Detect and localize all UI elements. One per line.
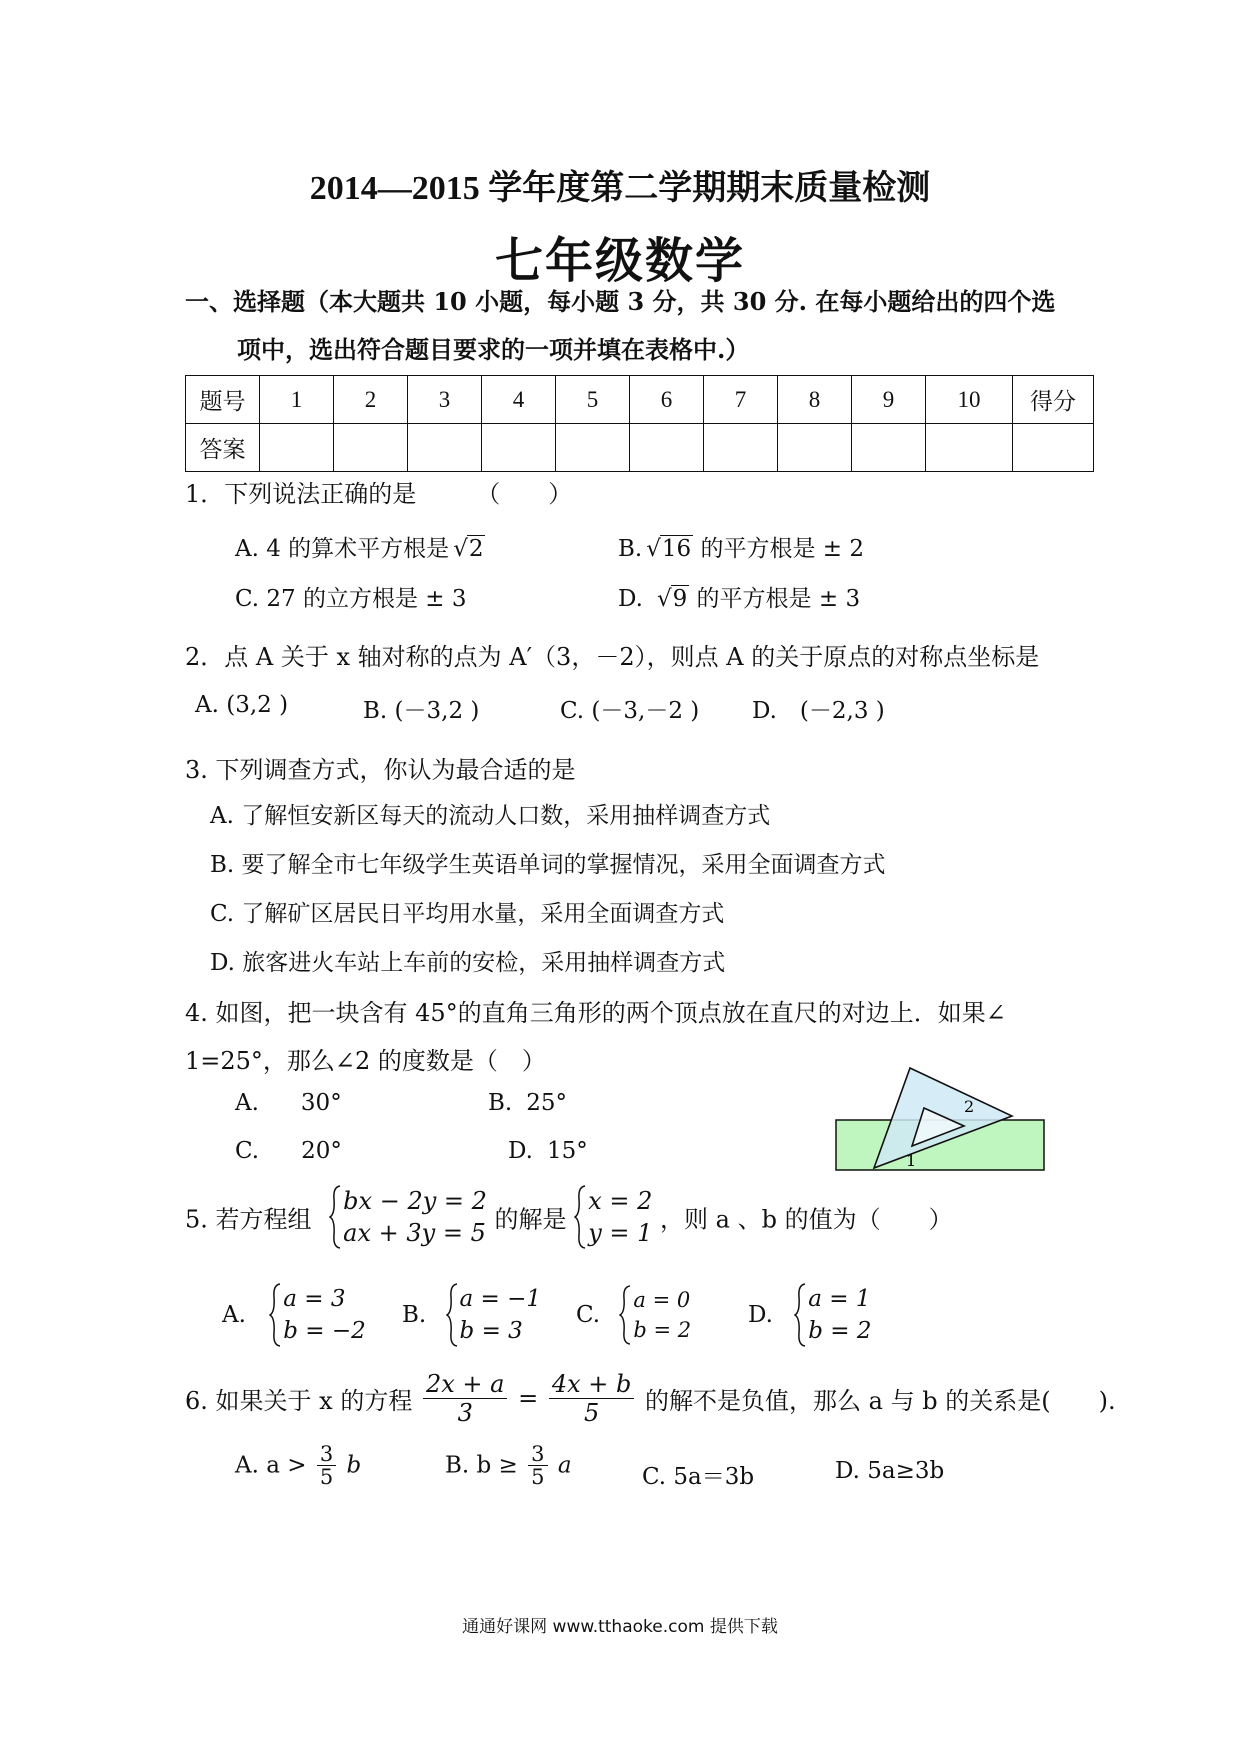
q6-stem	[185, 1370, 1116, 1427]
q5-d-system	[794, 1283, 871, 1347]
table-cell: 题号	[186, 376, 260, 424]
q5-c-label: C.	[576, 1302, 601, 1328]
table-cell: 7	[704, 376, 778, 424]
brace-icon	[446, 1283, 458, 1347]
table-cell: 10	[926, 376, 1013, 424]
table-cell: 8	[778, 376, 852, 424]
q3-option-a: A. 了解恒安新区每天的流动人口数，采用抽样调查方式	[210, 803, 771, 829]
q1-option-d: D. √9 的平方根是 ± 3	[618, 586, 861, 612]
q1-d-label: D.	[618, 586, 643, 612]
q4-stem-line2: 1=25°，那么∠2 的度数是（ ）	[185, 1047, 546, 1075]
q5-c-eq2: b = 2	[633, 1318, 692, 1342]
page-footer: 通通好课网 www.tthaoke.com 提供下载	[462, 1617, 778, 1637]
q2-option-a: A. (3,2 )	[195, 692, 289, 718]
answer-cell[interactable]	[926, 424, 1013, 472]
q5-c-eq1: a = 0	[633, 1288, 691, 1312]
q4-option-d	[508, 1138, 588, 1164]
q6-option-c: C. 5a＝3b	[642, 1464, 755, 1490]
brace-icon	[329, 1185, 341, 1249]
q5-option-d	[748, 1283, 872, 1347]
q5-option-a	[222, 1283, 366, 1347]
q5-a-label: A.	[222, 1302, 246, 1328]
table-cell: 5	[556, 376, 630, 424]
table-cell: 9	[852, 376, 926, 424]
q6-prefix: 6. 如果关于 x 的方程	[185, 1387, 413, 1415]
q5-d-eq2: b = 2	[808, 1318, 872, 1344]
q6-option-d: D. 5a≥3b	[835, 1458, 945, 1484]
q5-sol2: y = 1	[588, 1219, 653, 1247]
brace-icon	[574, 1185, 586, 1249]
q6-suffix: 的解不是负值，那么 a 与 b 的关系是( ).	[645, 1387, 1116, 1415]
answer-cell[interactable]	[704, 424, 778, 472]
q1-option-b: B. √16 的平方根是 ± 2	[618, 536, 864, 562]
q4-figure	[830, 1060, 1050, 1175]
answer-cell[interactable]	[408, 424, 482, 472]
section1-heading-line1: 一、选择题（本大题共 10 小题，每小题 3 分，共 30 分. 在每小题给出的四个选	[185, 287, 1056, 316]
q5-system	[329, 1185, 487, 1249]
exam-title: 2014—2015 学年度第二学期期末质量检测	[309, 170, 931, 207]
q2-option-b: B. (－3,2 )	[363, 698, 480, 724]
q5-b-label: B.	[402, 1302, 427, 1328]
q6-equals: =	[518, 1384, 539, 1413]
q1-stem: 1．下列说法正确的是 （ ）	[185, 480, 573, 508]
q6-option-b	[445, 1443, 572, 1488]
answer-cell[interactable]	[556, 424, 630, 472]
q4-a-value: 30°	[300, 1090, 342, 1116]
q6-option-a	[235, 1443, 361, 1488]
q5-b-system	[446, 1283, 542, 1347]
q4-option-a	[235, 1090, 342, 1116]
answer-table	[185, 375, 1094, 472]
answer-table-answer-row	[186, 424, 1094, 472]
q1-b-radicand: 16	[661, 536, 692, 562]
q6-a-prefix: A. a >	[235, 1452, 307, 1479]
answer-cell[interactable]	[260, 424, 334, 472]
brace-icon	[794, 1283, 806, 1347]
q5-sol1: x = 2	[588, 1187, 653, 1215]
q1-d-radicand: 9	[672, 586, 688, 612]
q4-stem-line1: 4. 如图，把一块含有 45°的直角三角形的两个顶点放在直尺的对边上．如果∠	[185, 999, 1006, 1027]
brace-icon	[269, 1283, 281, 1347]
score-cell[interactable]	[1013, 424, 1094, 472]
q6-a-den: 5	[319, 1465, 334, 1489]
q5-a-eq2: b = −2	[283, 1318, 366, 1344]
table-cell: 6	[630, 376, 704, 424]
table-cell: 2	[334, 376, 408, 424]
q5-option-c	[576, 1285, 691, 1345]
q5-stem	[185, 1185, 953, 1249]
q4-d-value: 15°	[546, 1138, 588, 1164]
q5-d-eq1: a = 1	[808, 1286, 871, 1312]
q6-b-suffix: a	[557, 1452, 572, 1479]
table-cell: 3	[408, 376, 482, 424]
q5-eq2: ax + 3y = 5	[343, 1219, 486, 1247]
q5-c-system	[619, 1285, 691, 1345]
answer-cell[interactable]	[482, 424, 556, 472]
q6-frac2-den: 5	[583, 1399, 600, 1427]
table-cell: 4	[482, 376, 556, 424]
exam-subject: 七年级数学	[494, 233, 745, 289]
answer-cell[interactable]	[630, 424, 704, 472]
answer-cell[interactable]	[778, 424, 852, 472]
q2-stem: 2．点 A 关于 x 轴对称的点为 A′（3，－2），则点 A 的关于原点的对称点坐标是	[185, 643, 1040, 671]
q5-option-b	[402, 1283, 541, 1347]
q3-option-b: B. 要了解全市七年级学生英语单词的掌握情况，采用全面调查方式	[210, 852, 886, 878]
angle-2-label: 2	[964, 1097, 975, 1116]
q4-d-label: D.	[508, 1138, 533, 1164]
q6-frac1-num: 2x + a	[423, 1370, 507, 1399]
q1-b-text: 的平方根是 ± 2	[693, 536, 864, 562]
q3-option-c: C. 了解矿区居民日平均用水量，采用全面调查方式	[210, 901, 725, 927]
q6-fraction-right	[549, 1370, 635, 1427]
q4-option-c	[235, 1138, 342, 1164]
table-cell: 答案	[186, 424, 260, 472]
q4-option-b	[488, 1090, 567, 1116]
q4-a-label: A.	[235, 1090, 259, 1116]
answer-table-header-row	[186, 376, 1094, 424]
q5-solution	[574, 1185, 652, 1249]
q5-a-eq1: a = 3	[283, 1286, 346, 1312]
q6-a-fraction	[317, 1443, 336, 1488]
q6-b-prefix: B. b ≥	[445, 1452, 518, 1479]
q6-a-suffix: b	[346, 1452, 362, 1479]
q1-option-c: C. 27 的立方根是 ± 3	[235, 586, 467, 612]
q5-eq1: bx − 2y = 2	[343, 1187, 487, 1215]
answer-cell[interactable]	[852, 424, 926, 472]
q5-d-label: D.	[748, 1302, 773, 1328]
q5-b-eq1: a = −1	[459, 1286, 542, 1312]
q1-b-label: B.	[618, 536, 643, 562]
q6-b-num: 3	[528, 1443, 547, 1466]
q3-option-d: D. 旅客进火车站上车前的安检，采用抽样调查方式	[210, 950, 726, 976]
brace-icon	[619, 1285, 631, 1345]
q1-a-text: A. 4 的算术平方根是	[235, 536, 450, 562]
q5-b-eq2: b = 3	[459, 1318, 523, 1344]
q3-stem: 3. 下列调查方式，你认为最合适的是	[185, 756, 576, 784]
q6-a-num: 3	[317, 1443, 336, 1466]
q4-c-label: C.	[235, 1138, 260, 1164]
q1-d-text: 的平方根是 ± 3	[689, 586, 861, 612]
q6-b-den: 5	[531, 1465, 545, 1489]
q2-option-c: C. (－3,－2 )	[560, 698, 700, 724]
section1-heading-line2: 项中，选出符合题目要求的一项并填在表格中.）	[237, 335, 750, 364]
q4-c-value: 20°	[301, 1138, 342, 1164]
angle-1-label: 1	[906, 1151, 917, 1170]
q1-a-radicand: 2	[468, 536, 484, 562]
q6-b-fraction	[528, 1443, 547, 1488]
q5-mid: 的解是	[494, 1205, 567, 1234]
q4-b-value: 25°	[526, 1090, 567, 1116]
q6-frac1-den: 3	[457, 1399, 473, 1427]
q1-option-a: A. 4 的算术平方根是 √2	[235, 536, 484, 562]
answer-cell[interactable]	[334, 424, 408, 472]
q4-b-label: B.	[488, 1090, 513, 1116]
q5-suffix: ，则 a 、b 的值为（ ）	[660, 1205, 953, 1234]
q6-frac2-num: 4x + b	[549, 1370, 635, 1399]
table-cell: 得分	[1013, 376, 1094, 424]
q5-a-system	[269, 1283, 366, 1347]
q6-fraction-left	[423, 1370, 507, 1427]
q5-prefix: 5. 若方程组	[185, 1205, 312, 1234]
q2-option-d: D. (－2,3 )	[752, 698, 885, 724]
table-cell: 1	[260, 376, 334, 424]
